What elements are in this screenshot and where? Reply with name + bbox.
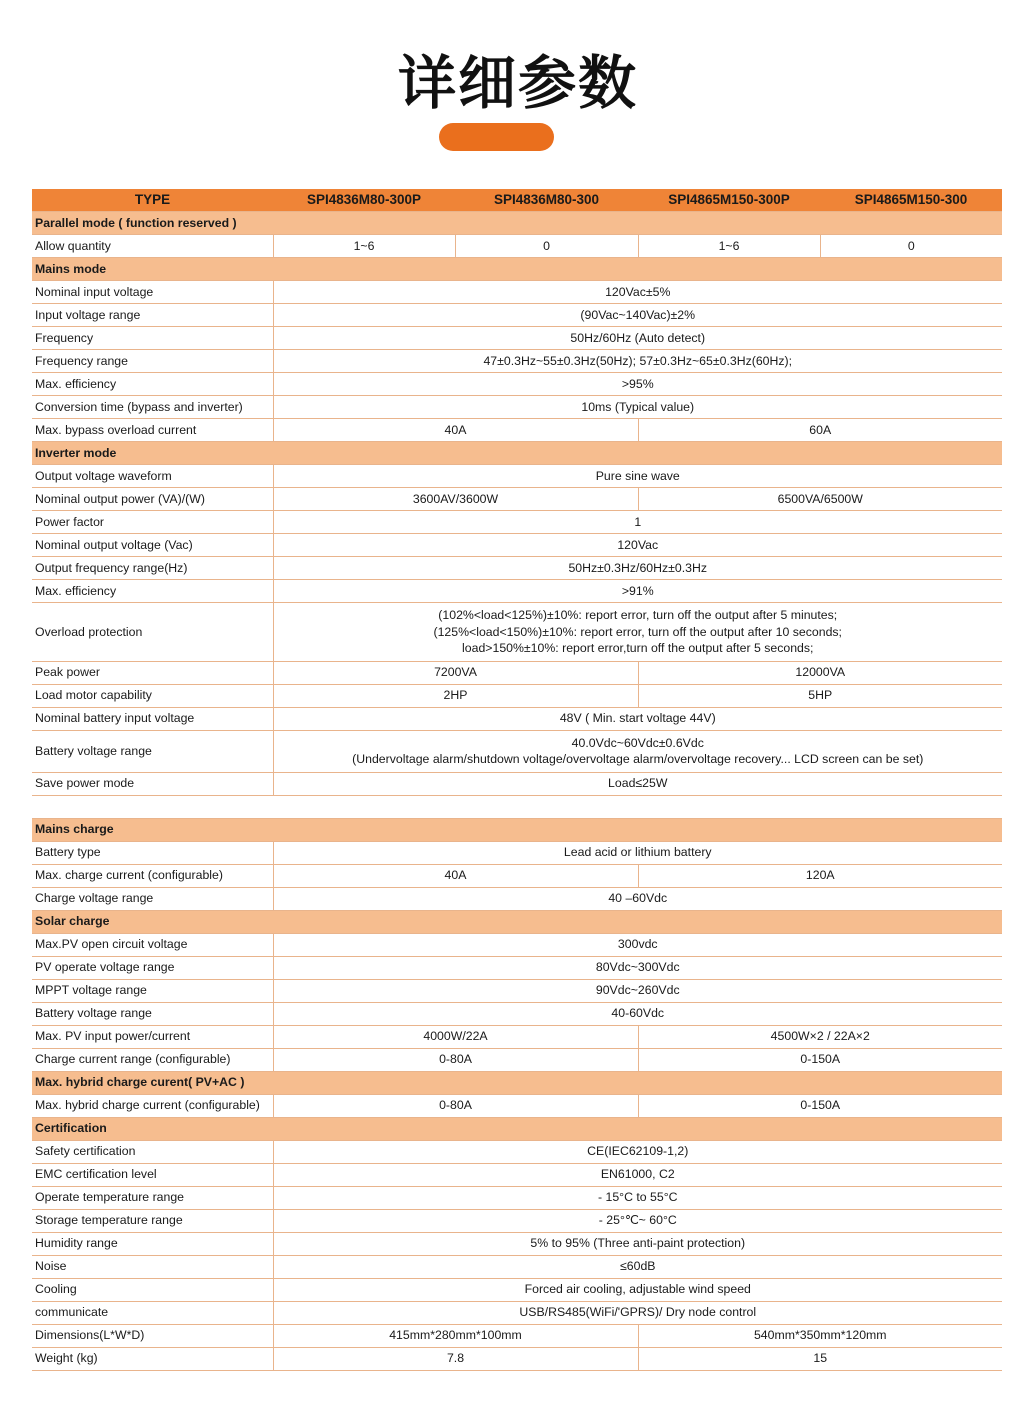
table-row [32, 1163, 1002, 1186]
value-line: (Undervoltage alarm/shutdown voltage/overvoltage alarm/overvoltage recovery... LCD screen can be set) [352, 752, 924, 766]
table-row [32, 933, 1002, 956]
table-row [32, 887, 1002, 910]
table-row [32, 1324, 1002, 1347]
table-row [32, 772, 1002, 795]
header-cell: SPI4865M150-300 [820, 189, 1002, 212]
value-cell: 6500VA/6500W [638, 488, 1002, 511]
row-label: Noise [32, 1255, 273, 1278]
value-cell: 47±0.3Hz~55±0.3Hz(50Hz); 57±0.3Hz~65±0.3Hz(60Hz); [273, 350, 1002, 373]
row-label: Storage temperature range [32, 1209, 273, 1232]
section-header-row [32, 1117, 1002, 1140]
value-cell: 5% to 95% (Three anti-paint protection) [273, 1232, 1002, 1255]
page-title: 详细参数 [397, 49, 638, 117]
header-cell: TYPE [32, 189, 273, 212]
table-row [32, 350, 1002, 373]
section-title: Max. hybrid charge curent( PV+AC ) [32, 1071, 1002, 1094]
value-cell: 40A [273, 864, 638, 887]
spec-table-body [32, 189, 1002, 1370]
value-cell: Forced air cooling, adjustable wind speed [273, 1278, 1002, 1301]
section-title: Mains mode [32, 258, 1002, 281]
header-cell: SPI4836M80-300P [273, 189, 455, 212]
table-row [32, 979, 1002, 1002]
row-label: Cooling [32, 1278, 273, 1301]
row-label: Allow quantity [32, 235, 273, 258]
section-title: Solar charge [32, 910, 1002, 933]
value-cell: 4000W/22A [273, 1025, 638, 1048]
value-cell: 5HP [638, 684, 1002, 707]
section-header-row [32, 258, 1002, 281]
row-label: Conversion time (bypass and inverter) [32, 396, 273, 419]
section-header-row [32, 442, 1002, 465]
value-cell: - 15°C to 55°C [273, 1186, 1002, 1209]
value-cell: Pure sine wave [273, 465, 1002, 488]
section-title: Parallel mode ( function reserved ) [32, 212, 1002, 235]
table-row [32, 661, 1002, 684]
table-row [32, 1347, 1002, 1370]
value-cell: 0-80A [273, 1094, 638, 1117]
value-cell: 12000VA [638, 661, 1002, 684]
row-label: Max. charge current (configurable) [32, 864, 273, 887]
table-header-row [32, 189, 1002, 212]
section-title: Mains charge [32, 818, 1002, 841]
row-label: Battery voltage range [32, 730, 273, 772]
row-label: Load motor capability [32, 684, 273, 707]
table-row [32, 1278, 1002, 1301]
value-cell: 1 [273, 511, 1002, 534]
table-row [32, 511, 1002, 534]
value-cell: 0 [820, 235, 1002, 258]
table-row [32, 327, 1002, 350]
value-line: (125%<load<150%)±10%: report error, turn off the output after 10 seconds; [433, 624, 842, 639]
value-cell: USB/RS485(WiFi/'GPRS)/ Dry node control [273, 1301, 1002, 1324]
value-cell: 0 [455, 235, 638, 258]
value-cell: 40A [273, 419, 638, 442]
value-line: 40.0Vdc~60Vdc±0.6Vdc [571, 735, 704, 750]
row-label: Input voltage range [32, 304, 273, 327]
row-label: Dimensions(L*W*D) [32, 1324, 273, 1347]
row-label: Battery voltage range [32, 1002, 273, 1025]
table-row [32, 396, 1002, 419]
table-row [32, 1140, 1002, 1163]
table-row [32, 841, 1002, 864]
table-row [32, 730, 1002, 772]
table-row [32, 1002, 1002, 1025]
value-cell: (90Vac~140Vac)±2% [273, 304, 1002, 327]
value-cell: 7.8 [273, 1347, 638, 1370]
spacer-cell [32, 795, 1002, 818]
table-row [32, 281, 1002, 304]
value-cell: 7200VA [273, 661, 638, 684]
value-cell: 4500W×2 / 22A×2 [638, 1025, 1002, 1048]
row-label: Weight (kg) [32, 1347, 273, 1370]
row-label: Frequency range [32, 350, 273, 373]
section-header-row [32, 212, 1002, 235]
table-row [32, 707, 1002, 730]
value-line: load>150%±10%: report error,turn off the output after 5 seconds; [462, 641, 814, 655]
table-row [32, 235, 1002, 258]
value-cell: >91% [273, 580, 1002, 603]
table-row [32, 1094, 1002, 1117]
value-cell: 15 [638, 1347, 1002, 1370]
value-cell: 40 –60Vdc [273, 887, 1002, 910]
table-row [32, 956, 1002, 979]
table-row [32, 465, 1002, 488]
title-accent-bar [439, 123, 554, 151]
row-label: Charge voltage range [32, 887, 273, 910]
row-label: Nominal input voltage [32, 281, 273, 304]
value-cell: 1~6 [273, 235, 455, 258]
table-row [32, 684, 1002, 707]
row-label: Nominal output voltage (Vac) [32, 534, 273, 557]
value-cell: Load≤25W [273, 772, 1002, 795]
row-label: Peak power [32, 661, 273, 684]
table-row [32, 1232, 1002, 1255]
table-row [32, 603, 1002, 662]
row-label: Max.PV open circuit voltage [32, 933, 273, 956]
value-cell: 90Vdc~260Vdc [273, 979, 1002, 1002]
row-label: Output voltage waveform [32, 465, 273, 488]
value-cell: 415mm*280mm*100mm [273, 1324, 638, 1347]
row-label: PV operate voltage range [32, 956, 273, 979]
row-label: Nominal battery input voltage [32, 707, 273, 730]
row-label: Power factor [32, 511, 273, 534]
value-cell: 120Vac±5% [273, 281, 1002, 304]
value-cell: >95% [273, 373, 1002, 396]
value-cell: 50Hz±0.3Hz/60Hz±0.3Hz [273, 557, 1002, 580]
value-cell: 300vdc [273, 933, 1002, 956]
section-header-row [32, 910, 1002, 933]
table-row [32, 1186, 1002, 1209]
row-label: Max. efficiency [32, 580, 273, 603]
value-cell: CE(IEC62109-1,2) [273, 1140, 1002, 1163]
row-label: Max. bypass overload current [32, 419, 273, 442]
table-row [32, 419, 1002, 442]
section-header-row [32, 1071, 1002, 1094]
value-cell: Lead acid or lithium battery [273, 841, 1002, 864]
row-label: Overload protection [32, 603, 273, 662]
section-title: Certification [32, 1117, 1002, 1140]
row-label: EMC certification level [32, 1163, 273, 1186]
row-label: MPPT voltage range [32, 979, 273, 1002]
row-label: Max. efficiency [32, 373, 273, 396]
value-cell: 3600AV/3600W [273, 488, 638, 511]
value-cell: 1~6 [638, 235, 820, 258]
table-row [32, 534, 1002, 557]
table-row [32, 373, 1002, 396]
value-cell: EN61000, C2 [273, 1163, 1002, 1186]
table-row [32, 488, 1002, 511]
value-cell: 540mm*350mm*120mm [638, 1324, 1002, 1347]
section-title: Inverter mode [32, 442, 1002, 465]
value-line: (102%<load<125%)±10%: report error, turn off the output after 5 minutes; [438, 608, 838, 622]
table-row [32, 580, 1002, 603]
row-label: Humidity range [32, 1232, 273, 1255]
row-label: communicate [32, 1301, 273, 1324]
row-label: Charge current range (configurable) [32, 1048, 273, 1071]
table-row [32, 1025, 1002, 1048]
table-row [32, 1301, 1002, 1324]
header-cell: SPI4865M150-300P [638, 189, 820, 212]
row-label: Output frequency range(Hz) [32, 557, 273, 580]
row-label: Max. PV input power/current [32, 1025, 273, 1048]
value-cell: 2HP [273, 684, 638, 707]
value-cell: 80Vdc~300Vdc [273, 956, 1002, 979]
value-cell: - 25°℃~ 60°C [273, 1209, 1002, 1232]
value-cell: 0-150A [638, 1048, 1002, 1071]
row-label: Battery type [32, 841, 273, 864]
value-cell [273, 730, 1002, 772]
section-header-row [32, 818, 1002, 841]
row-label: Save power mode [32, 772, 273, 795]
row-label: Safety certification [32, 1140, 273, 1163]
row-label: Frequency [32, 327, 273, 350]
spacer-row [32, 795, 1002, 818]
row-label: Max. hybrid charge current (configurable) [32, 1094, 273, 1117]
value-cell: 0-150A [638, 1094, 1002, 1117]
row-label: Nominal output power (VA)/(W) [32, 488, 273, 511]
value-cell: ≤60dB [273, 1255, 1002, 1278]
header-cell: SPI4836M80-300 [455, 189, 638, 212]
value-cell [273, 603, 1002, 662]
value-cell: 50Hz/60Hz (Auto detect) [273, 327, 1002, 350]
table-row [32, 304, 1002, 327]
table-row [32, 1255, 1002, 1278]
table-row [32, 1209, 1002, 1232]
table-row [32, 864, 1002, 887]
table-row [32, 557, 1002, 580]
value-cell: 120Vac [273, 534, 1002, 557]
value-cell: 48V ( Min. start voltage 44V) [273, 707, 1002, 730]
value-cell: 0-80A [273, 1048, 638, 1071]
value-cell: 10ms (Typical value) [273, 396, 1002, 419]
table-row [32, 1048, 1002, 1071]
row-label: Operate temperature range [32, 1186, 273, 1209]
value-cell: 60A [638, 419, 1002, 442]
value-cell: 40-60Vdc [273, 1002, 1002, 1025]
value-cell: 120A [638, 864, 1002, 887]
spec-table [32, 189, 1002, 1371]
